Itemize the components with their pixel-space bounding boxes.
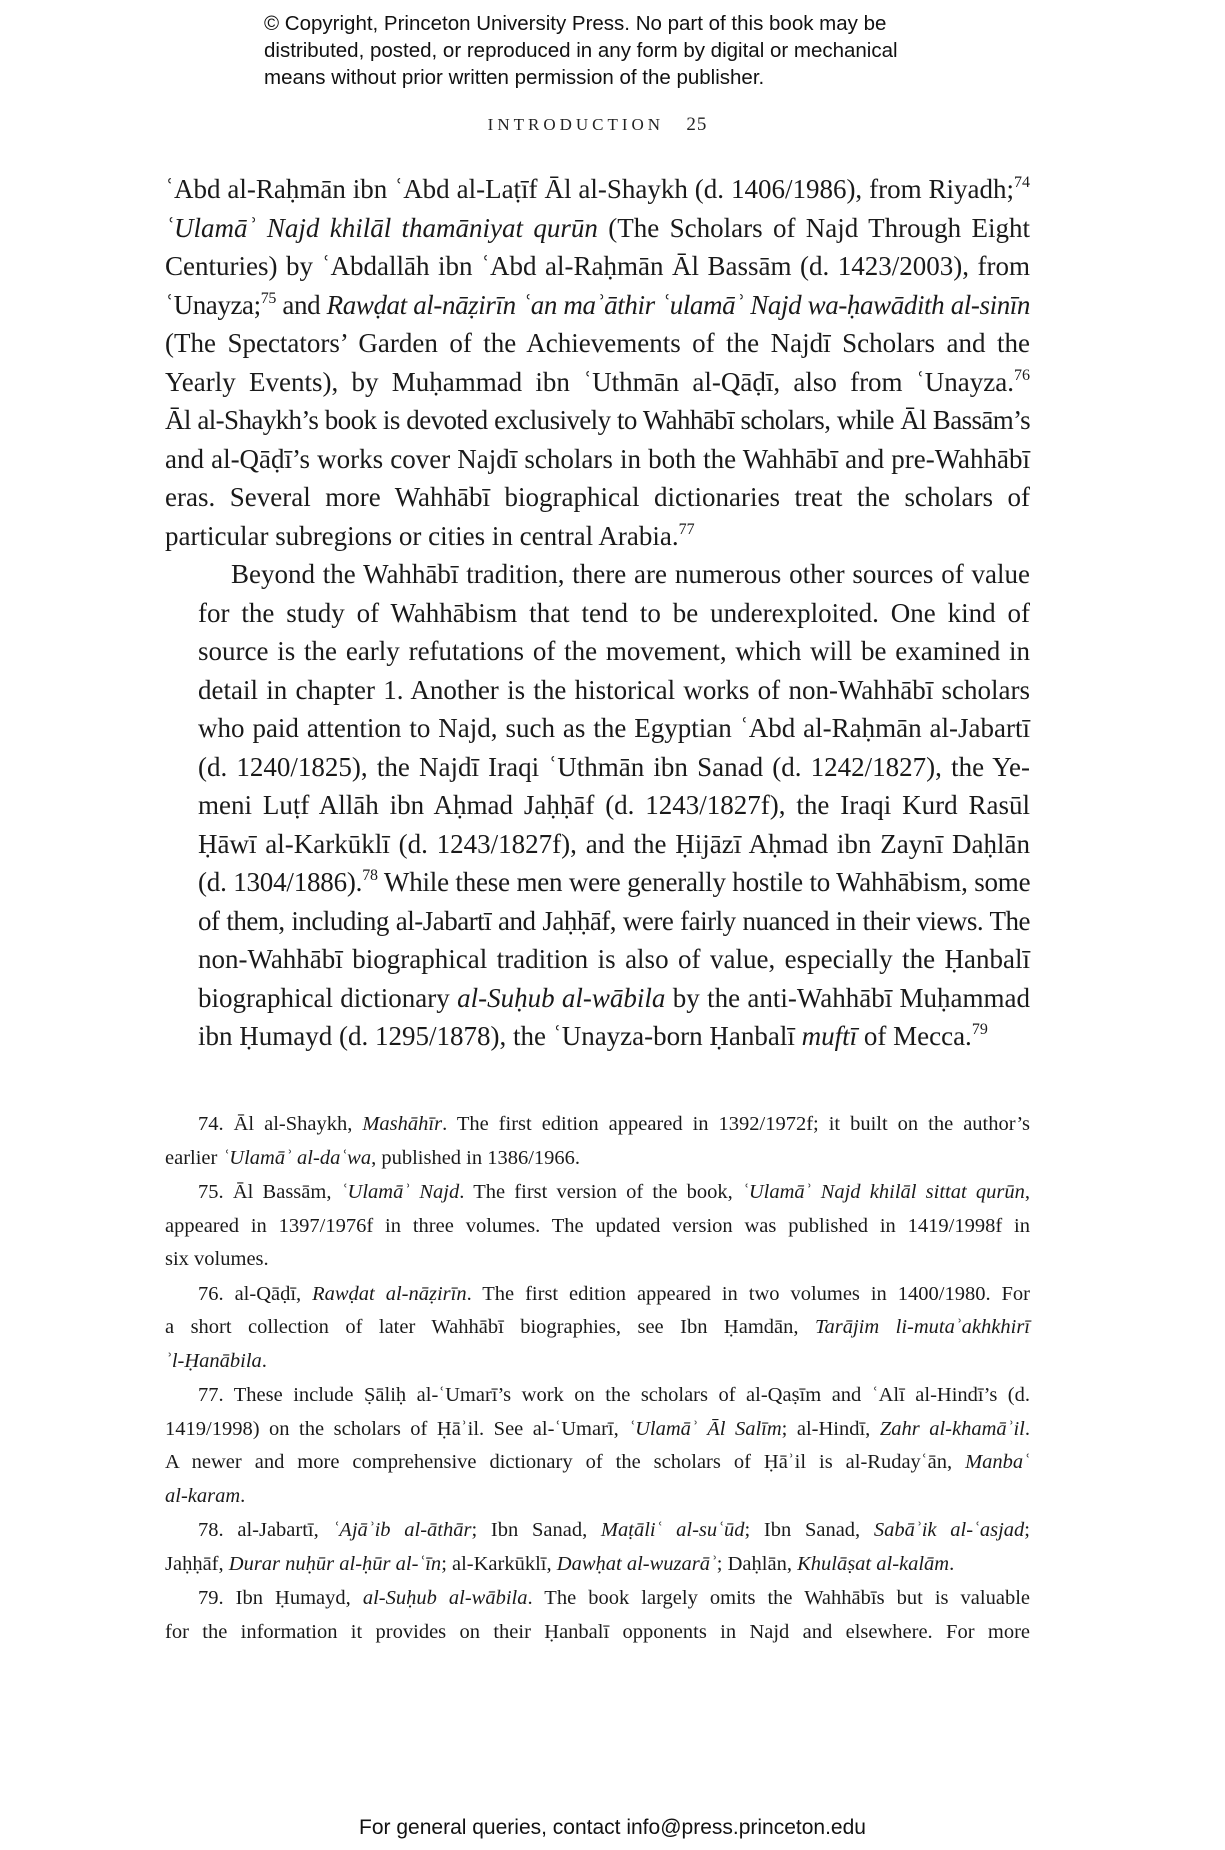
copyright-line: means without prior written permission of the publisher. [264,66,765,89]
text-line: eras. Several more Wahhābī biographical dictionaries treat the scholars of [165,482,1030,512]
text-line: ʿUlamāʾ Najd khilāl thamāniyat qurūn (The Scholars of Najd Through Eight [165,212,1030,243]
text-line: biographical dictionary al-Suḥub al-wābila by the anti-Wahhābī Muḥammad [198,982,1031,1013]
note-line: 75. Āl Bassām, ʿUlamāʾ Najd. The first version of the book, ʿUlamāʾ Najd khilāl sittat qurūn, [198,1181,1031,1203]
text-line: who paid attention to Najd, such as the Egyptian ʿAbd al-Raḥmān al-Jabartī [198,713,1030,743]
note-line: 1419/1998) on the scholars of Ḥāʾil. See al-ʿUmarī, ʿUlamāʾ Āl Salīm; al-Hindī, Zahr al-khamāʾil. [165,1417,1030,1440]
text-line: (d. 1240/1825), the Najdī Iraqi ʿUthmān ibn Sanad (d. 1242/1827), the Ye- [198,751,1030,782]
page-number: 25 [686,114,708,135]
note-line: 76. al-Qāḍī, Rawḍat al-nāẓirīn. The first edition appeared in two volumes in 1400/1980. For [198,1282,1030,1305]
text-line: (d. 1304/1886).$^{78}$ While these men were generally hostile to Wahhābism, some [198,867,1031,897]
footnote-ref[interactable]: 75 [260,289,276,307]
text-line: of them, including al-Jabartī and Jaḥḥāf, were fairly nuanced in their views. The [198,905,1030,936]
text-line: ʿUnayza;$^{75}$ and Rawḍat al-nāẓirīn ʿan maʾāthir ʿulamāʾ Najd wa-ḥawādith al-sinīn [165,289,1030,320]
note-line: for the information it provides on their Ḥanbalī opponents in Najd and elsewhere. For more [165,1620,1030,1643]
paragraph-1 [165,170,1030,555]
footnote-75 [165,1176,1030,1277]
note-line: 79. Ibn Ḥumayd, al-Suḥub al-wābila. The book largely omits the Wahhābīs but is valuable [198,1587,1030,1609]
text-line: non-Wahhābī biographical tradition is also of value, especially the Ḥanbalī [198,944,1030,974]
text-line: Yearly Events), by Muḥammad ibn ʿUthmān al-Qāḍī, also from ʿUnayza.$^{76}$ [165,366,1030,397]
text-line: source is the early refutations of the movement, which will be examined in [198,636,1030,666]
footnote-77 [165,1379,1030,1513]
note-line: earlier ʿUlamāʾ al-daʿwa, published in 1386/1966. [165,1146,581,1169]
text-line: and al-Qāḍī’s works cover Najdī scholars in both the Wahhābī and pre-Wahhābī [165,443,1030,474]
footnote-74 [165,1108,1030,1175]
text-line: Ḥāwī al-Karkūklī (d. 1243/1827f), and the Ḥijāzī Aḥmad ibn Zaynī Daḥlān [198,828,1030,859]
footnote-ref[interactable]: 78 [362,867,378,884]
body-text [165,170,1030,1056]
text-line: detail in chapter 1. Another is the historical works of non-Wahhābī scholars [198,674,1030,705]
text-line: meni Luṭf Allāh ibn Aḥmad Jaḥḥāf (d. 1243/1827f), the Iraqi Kurd Rasūl [198,790,1030,820]
note-line: ʾl-Ḥanābila. [165,1349,267,1372]
footnotes [165,1108,1030,1650]
footnote-ref[interactable]: 74 [1014,174,1030,191]
text-line: ibn Ḥumayd (d. 1295/1878), the ʿUnayza-born Ḥanbalī muftī of Mecca.$^{79}$ [198,1021,988,1051]
footnote-76 [165,1278,1030,1379]
text-line: for the study of Wahhābism that tend to be underexploited. One kind of [198,597,1030,628]
footnote-78 [165,1514,1030,1581]
text-line: ʿAbd al-Raḥmān ibn ʿAbd al-Laṭīf Āl al-Shaykh (d. 1406/1986), from Riyadh;$^{74}$ [165,174,1030,204]
copyright-line: distributed, posted, or reproduced in any form by digital or mechanical [264,39,898,62]
text-line: Centuries) by ʿAbdallāh ibn ʿAbd al-Raḥmān Āl Bassām (d. 1423/2003), from [165,251,1030,281]
copyright-notice [264,10,1024,91]
note-line: six volumes. [165,1248,269,1270]
text-line: Āl al-Shaykh’s book is devoted exclusively to Wahhābī scholars, while Āl Bassām’s [165,405,1030,435]
footnote-ref[interactable]: 76 [1014,366,1030,384]
footer-contact: For general queries, contact info@press.princeton.edu [359,1816,866,1839]
note-line: a short collection of later Wahhābī biographies, see Ibn Ḥamdān, Tarājim li-mutaʾakhkhirī [165,1316,1030,1338]
text-line: particular subregions or cities in central Arabia.$^{77}$ [165,520,695,551]
paragraph-2 [165,555,1030,1056]
note-line: 77. These include Ṣāliḥ al-ʿUmarī’s work on the scholars of al-Qaṣīm and ʿAlī al-Hindī’s (d. [198,1384,1030,1406]
text-line: (The Spectators’ Garden of the Achievements of the Najdī Scholars and the [165,328,1030,358]
note-line: al-karam. [165,1484,246,1507]
note-line: Jaḥḥāf, Durar nuḥūr al-ḥūr al-ʿīn; al-Karkūklī, Dawḥat al-wuzarāʾ; Daḥlān, Khulāṣat al-kalām. [165,1552,955,1575]
note-line: appeared in 1397/1976f in three volumes. The updated version was published in 1419/1998f in [165,1214,1030,1237]
copyright-line: © Copyright, Princeton University Press. No part of this book may be [264,12,887,35]
note-line: 78. al-Jabartī, ʿAjāʾib al-āthār; Ibn Sanad, Maṭāliʿ al-suʿūd; Ibn Sanad, Sabāʾik al-ʿasjad; [198,1519,1030,1541]
running-head [165,114,1030,136]
footnote-ref[interactable]: 77 [678,520,695,538]
footnote-79 [165,1582,1030,1649]
text-line: Beyond the Wahhābī tradition, there are numerous other sources of value [231,559,1030,589]
footnote-ref[interactable]: 79 [971,1021,988,1038]
note-line: A newer and more comprehensive dictionary of the scholars of Ḥāʾil is al-Rudayʿān, Manbaʿ [165,1451,1030,1473]
section-title: INTRODUCTION [487,115,665,134]
note-line: 74. Āl al-Shaykh, Mashāhīr. The first edition appeared in 1392/1972f; it built on the author’s [198,1113,1031,1135]
